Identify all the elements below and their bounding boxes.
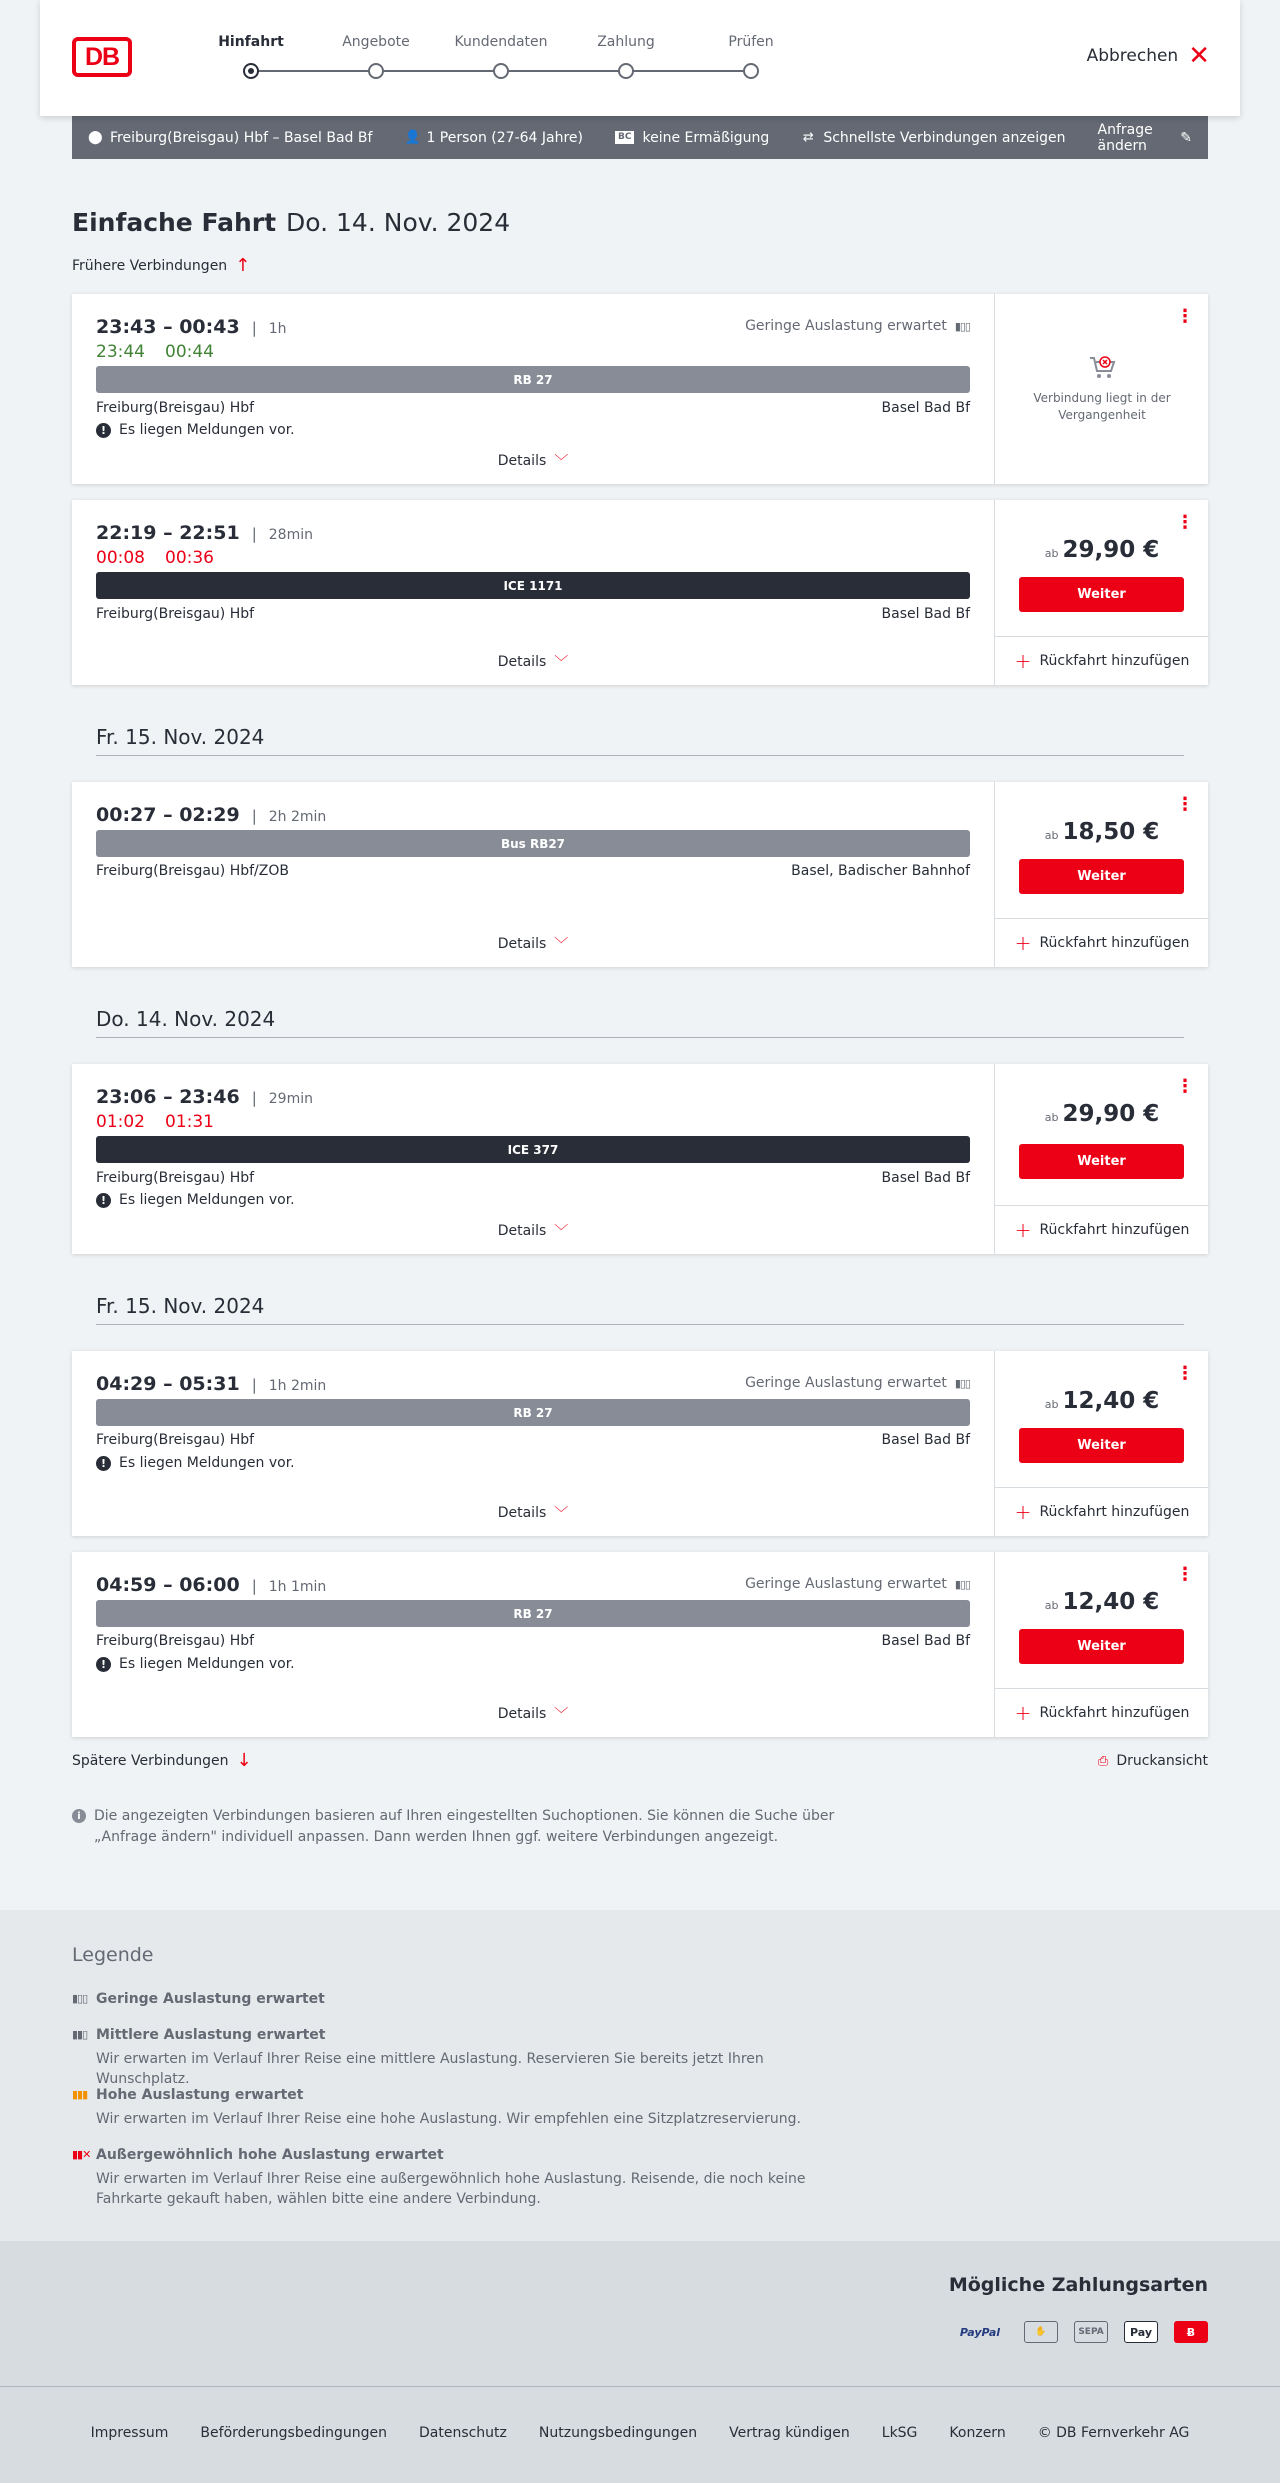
- occupancy-medium-icon: ▮▮▯: [72, 2028, 88, 2041]
- destination-station: Basel, Badischer Bahnhof: [791, 863, 970, 879]
- notice-message: ! Es liegen Meldungen vor.: [96, 1455, 295, 1471]
- realtime-times: 23:44 00:44: [96, 342, 214, 362]
- pencil-icon: ✎: [1180, 129, 1192, 146]
- step-hinfahrt: Hinfahrt: [191, 34, 311, 79]
- continue-button[interactable]: Weiter: [1019, 1144, 1184, 1179]
- footer-copyright: © DB Fernverkehr AG: [1037, 2425, 1190, 2441]
- footer-link-datenschutz[interactable]: Datenschutz: [418, 2425, 507, 2441]
- destination-station: Basel Bad Bf: [881, 606, 970, 622]
- legend-item-exceptional: ▮▮✕ Außergewöhnlich hohe Auslastung erwartet Wir erwarten im Verlauf Ihrer Reise eine außergewöhnlich hohe Auslastung. Reisende, die noch keine Fahrkarte gekauft haben, wählen bitte eine andere Verbindung.: [72, 2147, 806, 2207]
- swap-arrows-icon: ⇄: [802, 130, 814, 145]
- connection-times: 04:29 – 05:31 | 1h 2min: [96, 1373, 327, 1395]
- connection-times: 04:59 – 06:00 | 1h 1min: [96, 1574, 327, 1596]
- realtime-times: 00:08 00:36: [96, 548, 214, 568]
- chevron-down-icon: ﹀: [554, 655, 569, 671]
- destination-station: Basel Bad Bf: [881, 1170, 970, 1186]
- chevron-down-icon: ﹀: [554, 1224, 569, 1240]
- date-separator: Fr. 15. Nov. 2024: [96, 1294, 1184, 1325]
- destination-station: Basel Bad Bf: [881, 400, 970, 416]
- plus-icon: +: [1014, 1500, 1032, 1524]
- passenger-summary: 👤 1 Person (27-64 Jahre): [404, 129, 583, 146]
- train-bar: RB 27: [96, 1600, 970, 1627]
- printer-icon: ⎙: [1097, 1753, 1109, 1769]
- train-bar: ICE 1171: [96, 572, 970, 599]
- train-bar: Bus RB27: [96, 830, 970, 857]
- occupancy-low-icon: ▮▯▯: [72, 1992, 88, 2005]
- origin-station: Freiburg(Breisgau) Hbf: [96, 1432, 255, 1448]
- more-options-icon[interactable]: ⋮: [1176, 794, 1194, 815]
- fastest-option: ⇄ Schnellste Verbindungen anzeigen: [802, 129, 1066, 146]
- connection-card: [72, 294, 1208, 484]
- occupancy-low-icon: ▮▯▯: [954, 1577, 970, 1591]
- add-return-button[interactable]: + Rückfahrt hinzufügen: [995, 918, 1209, 967]
- notice-message: ! Es liegen Meldungen vor.: [96, 1656, 295, 1672]
- origin-station: Freiburg(Breisgau) Hbf: [96, 400, 255, 416]
- db-bonus-icon: Ƀ: [1174, 2321, 1208, 2343]
- details-toggle[interactable]: Details ﹀: [497, 936, 569, 953]
- alert-icon: !: [96, 423, 111, 438]
- cart-unavailable-icon: [1087, 352, 1117, 382]
- notice-message: ! Es liegen Meldungen vor.: [96, 1192, 295, 1208]
- continue-button[interactable]: Weiter: [1019, 1629, 1184, 1664]
- train-bar: ICE 377: [96, 1136, 970, 1163]
- connection-card: [72, 500, 1208, 685]
- alert-icon: !: [96, 1456, 111, 1471]
- occupancy-low-icon: ▮▯▯: [954, 319, 970, 333]
- info-icon: i: [72, 1809, 86, 1823]
- details-toggle[interactable]: Details ﹀: [497, 1223, 569, 1240]
- route-summary: ⬤ Freiburg(Breisgau) Hbf – Basel Bad Bf: [88, 129, 373, 146]
- chevron-down-icon: ﹀: [554, 1707, 569, 1723]
- step-pruefen: Prüfen: [691, 34, 811, 79]
- cancel-button[interactable]: [1086, 41, 1210, 71]
- legend-item-high: ▮▮▮ Hohe Auslastung erwartet Wir erwarten im Verlauf Ihrer Reise eine hohe Auslastung. Wir empfehlen eine Sitzplatzreservierung.: [72, 2087, 801, 2127]
- close-icon: ✕: [1188, 41, 1210, 71]
- legend-item-low: ▮▯▯ Geringe Auslastung erwartet: [72, 1991, 325, 2007]
- details-toggle[interactable]: Details ﹀: [497, 1706, 569, 1723]
- paypal-icon: PayPal: [959, 2325, 1001, 2339]
- origin-station: Freiburg(Breisgau) Hbf: [96, 1170, 255, 1186]
- continue-button[interactable]: Weiter: [1019, 1428, 1184, 1463]
- plus-icon: +: [1014, 1218, 1032, 1242]
- origin-station: Freiburg(Breisgau) Hbf: [96, 606, 255, 622]
- alert-icon: !: [96, 1193, 111, 1208]
- legend-title: Legende: [72, 1944, 154, 1966]
- past-connection-info: Verbindung liegt in der Vergangenheit: [995, 352, 1209, 424]
- connection-times: 23:06 – 23:46 | 29min: [96, 1086, 313, 1108]
- top-navigation: [40, 0, 1240, 116]
- add-return-button[interactable]: + Rückfahrt hinzufügen: [995, 1205, 1209, 1254]
- details-toggle[interactable]: Details ﹀: [497, 1505, 569, 1522]
- more-options-icon[interactable]: ⋮: [1176, 512, 1194, 533]
- realtime-times: 01:02 01:31: [96, 1112, 214, 1132]
- step-dot-active: [243, 63, 259, 79]
- more-options-icon[interactable]: ⋮: [1176, 1076, 1194, 1097]
- change-request-button[interactable]: Anfrage ändern ✎: [1097, 121, 1192, 154]
- payment-icons: [952, 2321, 1208, 2343]
- footer-link-befoerderungsbedingungen[interactable]: Beförderungsbedingungen: [200, 2425, 387, 2441]
- chevron-down-icon: ﹀: [554, 937, 569, 953]
- footer-link-vertrag-kuendigen[interactable]: Vertrag kündigen: [729, 2425, 850, 2441]
- plus-icon: +: [1014, 1701, 1032, 1725]
- continue-button[interactable]: Weiter: [1019, 577, 1184, 612]
- price: ab 18,50 €: [1044, 819, 1160, 845]
- occupancy-info: Geringe Auslastung erwartet ▮▯▯: [745, 1375, 970, 1391]
- booking-progress-steps: [210, 34, 790, 84]
- connection-card: [72, 1552, 1208, 1737]
- train-bar: RB 27: [96, 1399, 970, 1426]
- plus-icon: +: [1014, 649, 1032, 673]
- destination-station: Basel Bad Bf: [881, 1633, 970, 1649]
- arrow-up-icon: ↑: [235, 255, 251, 276]
- more-options-icon[interactable]: ⋮: [1176, 1363, 1194, 1384]
- footer-link-konzern[interactable]: Konzern: [949, 2425, 1006, 2441]
- location-pin-icon: ⬤: [88, 130, 103, 145]
- page-title: Einfache Fahrt Do. 14. Nov. 2024: [72, 208, 511, 237]
- add-return-button[interactable]: + Rückfahrt hinzufügen: [995, 1487, 1209, 1536]
- more-options-icon[interactable]: ⋮: [1176, 1564, 1194, 1585]
- connection-times: 23:43 – 00:43 | 1h: [96, 316, 287, 338]
- continue-button[interactable]: Weiter: [1019, 859, 1184, 894]
- connection-card: [72, 782, 1208, 967]
- search-info-note: i Die angezeigten Verbindungen basieren auf Ihren eingestellten Suchoptionen. Sie können die Suche über „Anfrage ändern" individuell anpassen. Dann werden Ihnen ggf. weitere Verbindungen angezeigt.: [72, 1806, 852, 1848]
- connection-times: 22:19 – 22:51 | 28min: [96, 522, 313, 544]
- destination-station: Basel Bad Bf: [881, 1432, 970, 1448]
- sepa-icon: SEPA: [1074, 2321, 1108, 2343]
- occupancy-info: Geringe Auslastung erwartet ▮▯▯: [745, 1576, 970, 1592]
- connection-card: [72, 1064, 1208, 1254]
- notice-message: ! Es liegen Meldungen vor.: [96, 422, 295, 438]
- origin-station: Freiburg(Breisgau) Hbf: [96, 1633, 255, 1649]
- connection-card: [72, 1351, 1208, 1536]
- date-separator: Fr. 15. Nov. 2024: [96, 725, 1184, 756]
- occupancy-low-icon: ▮▯▯: [954, 1376, 970, 1390]
- person-icon: 👤: [404, 130, 421, 145]
- price: ab 12,40 €: [1044, 1388, 1160, 1414]
- origin-station: Freiburg(Breisgau) Hbf/ZOB: [96, 863, 289, 879]
- plus-icon: +: [1014, 931, 1032, 955]
- credit-card-icon: ✋: [1024, 2321, 1058, 2343]
- payment-methods-section: [0, 2241, 1280, 2386]
- more-options-icon[interactable]: ⋮: [1176, 306, 1194, 327]
- occupancy-info: Geringe Auslastung erwartet ▮▯▯: [745, 318, 970, 334]
- chevron-down-icon: ﹀: [554, 454, 569, 470]
- arrow-down-icon: ↓: [236, 1750, 252, 1771]
- step-kundendaten: Kundendaten: [441, 34, 561, 79]
- train-bar: RB 27: [96, 366, 970, 393]
- step-angebote: Angebote: [316, 34, 436, 79]
- earlier-connections-link[interactable]: Frühere Verbindungen ↑: [72, 255, 251, 276]
- apple-pay-icon: Pay: [1124, 2321, 1158, 2343]
- legend-item-medium: ▮▮▯ Mittlere Auslastung erwartet Wir erwarten im Verlauf Ihrer Reise eine mittlere Auslastung. Reservieren Sie bereits jetzt Ihren Wunschplatz.: [72, 2027, 764, 2087]
- alert-icon: !: [96, 1657, 111, 1672]
- later-connections-link[interactable]: Spätere Verbindungen ↓: [72, 1750, 252, 1771]
- chevron-down-icon: ﹀: [554, 1506, 569, 1522]
- step-zahlung: Zahlung: [566, 34, 686, 79]
- search-summary-bar: [72, 116, 1208, 159]
- price: ab 12,40 €: [1044, 1589, 1160, 1615]
- details-toggle[interactable]: Details ﹀: [497, 453, 569, 470]
- footer-link-impressum[interactable]: Impressum: [90, 2425, 169, 2441]
- cancel-label: Abbrechen: [1086, 46, 1179, 66]
- occupancy-high-icon: ▮▮▮: [72, 2088, 88, 2101]
- price: ab 29,90 €: [1044, 537, 1160, 563]
- connection-times: 00:27 – 02:29 | 2h 2min: [96, 804, 327, 826]
- details-toggle[interactable]: Details ﹀: [497, 654, 569, 671]
- bahncard-icon: BC: [615, 131, 634, 144]
- price: ab 29,90 €: [1044, 1101, 1160, 1127]
- print-view-link[interactable]: ⎙ Druckansicht: [1097, 1753, 1208, 1769]
- footer: [0, 2386, 1280, 2483]
- footer-link-nutzungsbedingungen[interactable]: Nutzungsbedingungen: [538, 2425, 698, 2441]
- db-logo[interactable]: DB: [72, 37, 132, 77]
- legend-section: [0, 1910, 1280, 2241]
- payment-methods-title: Mögliche Zahlungsarten: [948, 2274, 1208, 2296]
- discount-summary: BC keine Ermäßigung: [615, 130, 769, 146]
- add-return-button[interactable]: + Rückfahrt hinzufügen: [995, 636, 1209, 685]
- occupancy-exceptional-icon: ▮▮✕: [72, 2148, 91, 2161]
- add-return-button[interactable]: + Rückfahrt hinzufügen: [995, 1688, 1209, 1737]
- footer-link-lksg[interactable]: LkSG: [881, 2425, 918, 2441]
- date-separator: Do. 14. Nov. 2024: [96, 1007, 1184, 1038]
